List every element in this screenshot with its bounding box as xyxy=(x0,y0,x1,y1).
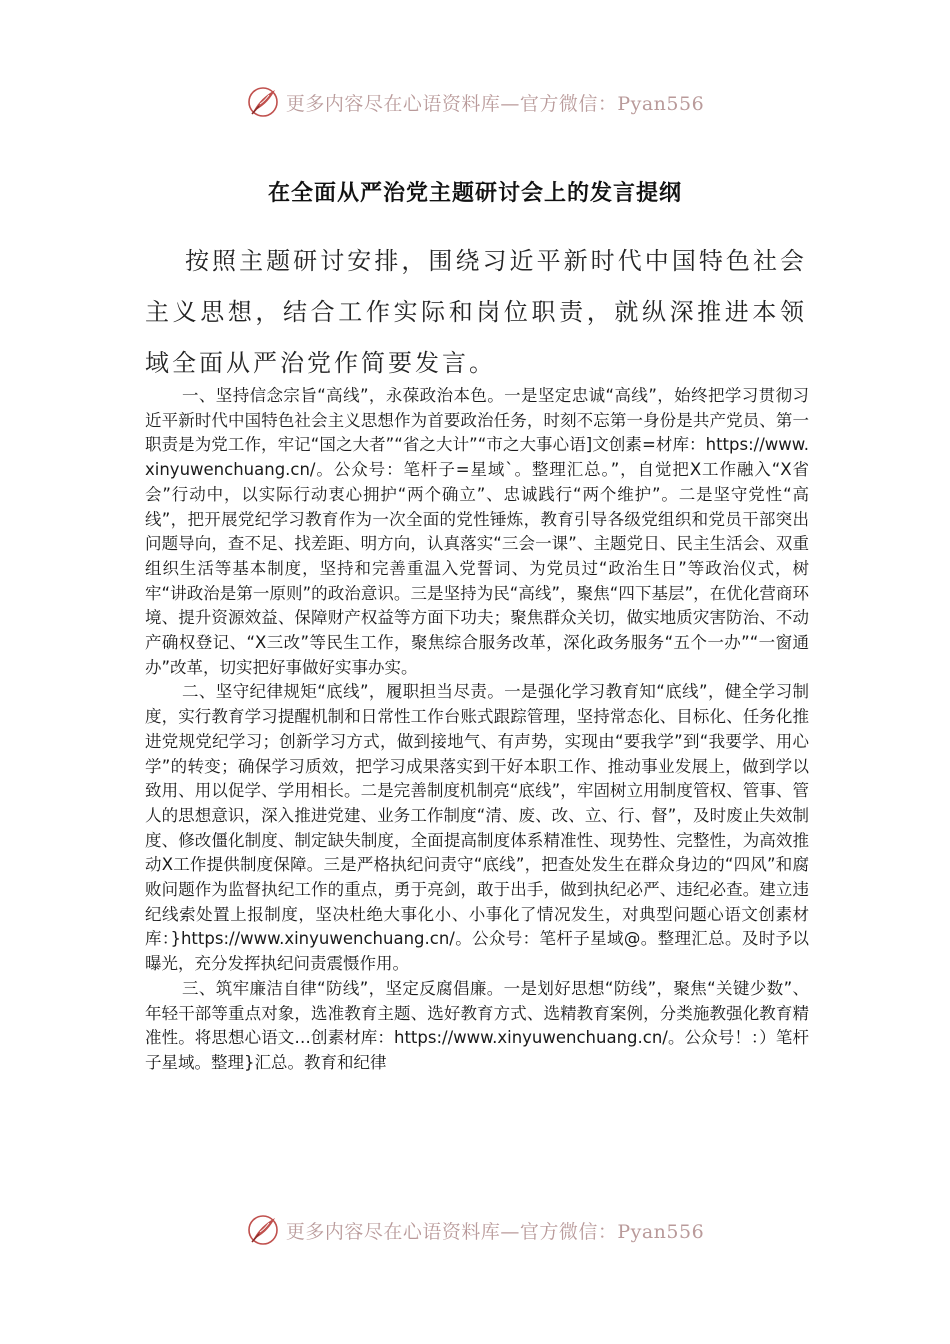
intro-paragraph: 按照主题研讨安排，围绕习近平新时代中国特色社会主义思想，结合工作实际和岗位职责，就纵深推进本领域全面从严治党作简要发言。 xyxy=(145,247,807,377)
footer-banner-text: 更多内容尽在心语资料库—官方微信：Pyan556 xyxy=(285,1220,705,1243)
quill-pen-logo-icon xyxy=(246,85,280,119)
header-banner xyxy=(0,82,950,122)
header-banner-text: 更多内容尽在心语资料库—官方微信：Pyan556 xyxy=(285,92,705,115)
body-paragraph-1: 一、坚持信念宗旨“高线”，永葆政治本色。一是坚定忠诚“高线”，始终把学习贯彻习近平新时代中国特色社会主义思想作为首要政治任务，时刻不忘第一身份是共产党员、第一职责是为党工作，牢记“国之大者”“省之大计”“市之大事心语]文创素=材库：https://www.xinyuwenchuang.cn/。公众号：笔杆子=星域`。整理汇总。”，自觉把X工作融入“X省会”行动中，以实际行动衷心拥护“两个确立”、忠诚践行“两个维护”。二是坚守党性“高线”，把开展党纪学习教育作为一次全面的党性锤炼，教育引导各级党组织和党员干部突出问题导向，查不足、找差距、明方向，认真落实“三会一课”、主题党日、民主生活会、双重组织生活等基本制度，坚持和完善重温入党誓词、为党员过“政治生日”等政治仪式，树牢“讲政治是第一原则”的政治意识。三是坚持为民“高线”，聚焦“四下基层”，在优化营商环境、提升资源效益、保障财产权益等方面下功夫；聚焦群众关切，做实地质灾害防治、不动产确权登记、“X三改”等民生工作，聚焦综合服务改革，深化政务服务“五个一办”“一窗通办”改革，切实把好事做好实事办实。 xyxy=(145,386,809,677)
body-paragraph-3: 三、筑牢廉洁自律“防线”，坚定反腐倡廉。一是划好思想“防线”，聚焦“关键少数”、年轻干部等重点对象，选准教育主题、选好教育方式、选精教育案例，分类施教强化教育精准性。将思想心语文…创素材库：https://www.xinyuwenchuang.cn/。公众号！：）笔杆子星域。整理}汇总。教育和纪律 xyxy=(145,978,809,1072)
document-title: 在全面从严治党主题研讨会上的发言提纲 xyxy=(267,181,682,206)
document-body xyxy=(145,384,809,1076)
footer-banner xyxy=(0,1210,950,1250)
body-paragraph-2: 二、坚守纪律规矩“底线”，履职担当尽责。一是强化学习教育知“底线”，健全学习制度，实行教育学习提醒机制和日常性工作台账式跟踪管理，坚持常态化、目标化、任务化推进党规党纪学习；创新学习方式，做到接地气、有声势，实现由“要我学”到“我要学、用心学”的转变；确保学习质效，把学习成果落实到干好本职工作、推动事业发展上，做到学以致用、用以促学、学用相长。二是完善制度机制亮“底线”，牢固树立用制度管权、管事、管人的思想意识，深入推进党建、业务工作制度“清、废、改、立、行、督”，及时废止失效制度、修改僵化制度、制定缺失制度，全面提高制度体系精准性、现势性、完整性，为高效推动X工作提供制度保障。三是严格执纪问责守“底线”，把查处发生在群众身边的“四风”和腐败问题作为监督执纪工作的重点，勇于亮剑，敢于出手，做到执纪必严、违纪必查。建立违纪线索处置上报制度，坚决杜绝大事化小、小事化了情况发生，对典型问题心语文创素材库：}https://www.xinyuwenchuang.cn/。公众号：笔杆子星域@。整理汇总。及时予以曝光，充分发挥执纪问责震慑作用。 xyxy=(145,682,809,974)
quill-pen-logo-icon xyxy=(246,1213,280,1247)
